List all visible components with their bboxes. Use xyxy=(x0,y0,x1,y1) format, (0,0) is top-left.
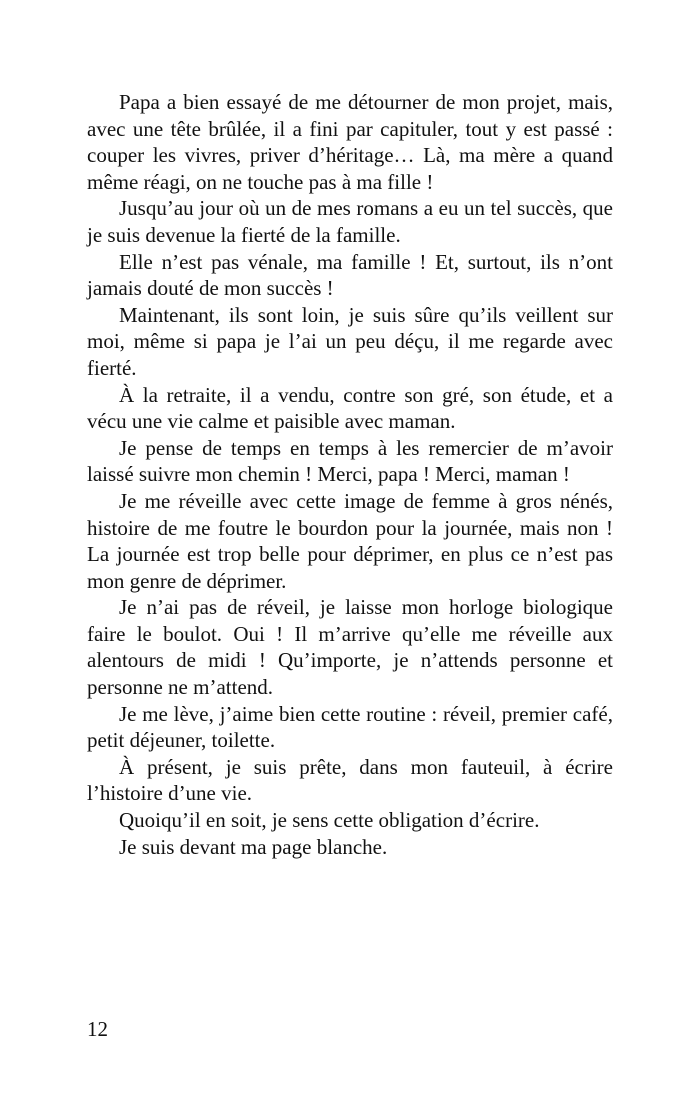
paragraph: Je n’ai pas de réveil, je laisse mon horloge biologique faire le boulot. Oui ! Il m’arrive qu’elle me réveille aux alentours de midi ! Qu’importe, je n’attends personne et personne ne m’attend. xyxy=(87,595,613,700)
paragraph: Maintenant, ils sont loin, je suis sûre qu’ils veillent sur moi, même si papa je l’ai un peu déçu, il me regarde avec fierté. xyxy=(87,302,613,380)
paragraph: Jusqu’au jour où un de mes romans a eu un tel succès, que je suis devenue la fierté de la famille. xyxy=(87,196,613,247)
paragraph: Quoiqu’il en soit, je sens cette obligation d’écrire. xyxy=(119,808,540,833)
page-number: 12 xyxy=(87,1017,108,1041)
paragraph: À la retraite, il a vendu, contre son gré, son étude, et a vécu une vie calme et paisible avec maman. xyxy=(87,382,613,434)
paragraph: À présent, je suis prête, dans mon fauteuil, à écrire l’histoire d’une vie. xyxy=(87,754,613,806)
paragraph: Je suis devant ma page blanche. xyxy=(119,834,388,859)
paragraph: Je me réveille avec cette image de femme à gros nénés, histoire de me foutre le bourdon pour la journée, mais non ! La journée est trop belle pour déprimer, en plus ce n’est pas mon genre de déprimer. xyxy=(87,488,613,593)
paragraph: Elle n’est pas vénale, ma famille ! Et, surtout, ils n’ont jamais douté de mon succès ! xyxy=(87,249,613,301)
paragraph: Je me lève, j’aime bien cette routine : réveil, premier café, petit déjeuner, toilette. xyxy=(87,701,613,753)
page-body xyxy=(87,89,613,860)
paragraph: Je pense de temps en temps à les remercier de m’avoir laissé suivre mon chemin ! Merci, papa ! Merci, maman ! xyxy=(87,435,613,487)
paragraph: Papa a bien essayé de me détourner de mon projet, mais, avec une tête brûlée, il a fini par capituler, tout y est passé : couper les vivres, priver d’héritage… Là, ma mère a quand même réagi, on ne touche pas à ma fille ! xyxy=(87,90,613,194)
